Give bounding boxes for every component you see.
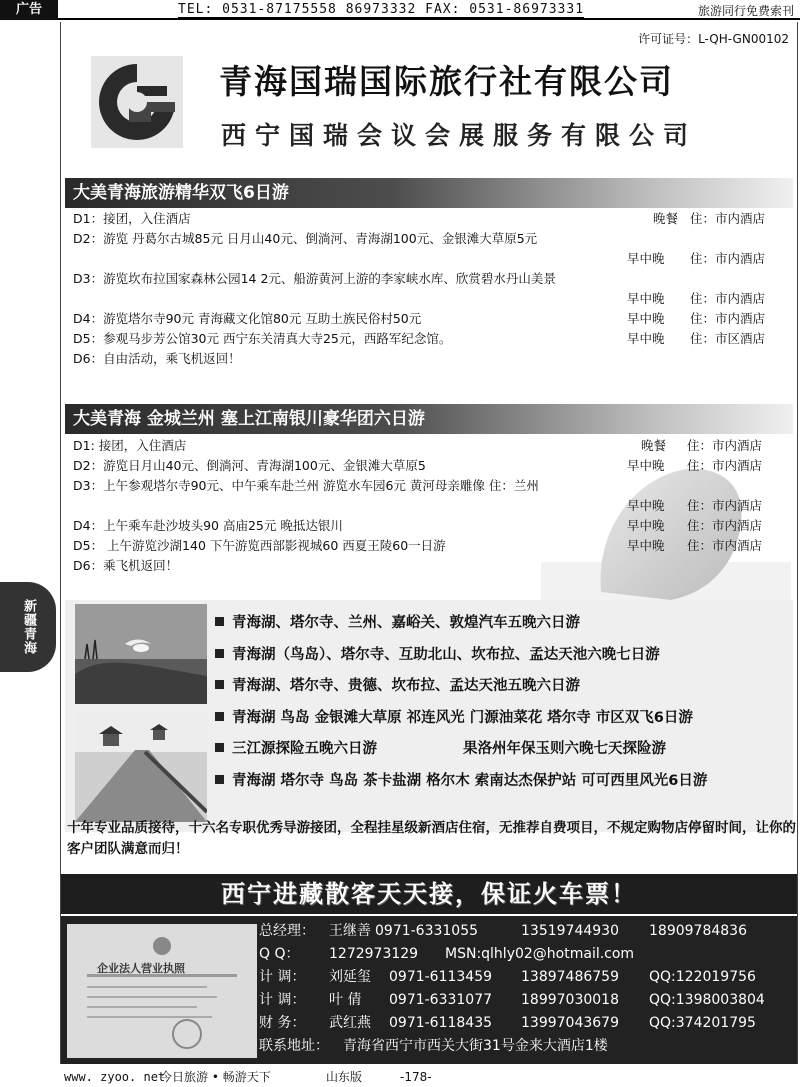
itinerary-row: D4：游览塔尔寺90元 青海藏文化馆80元 互助土族民俗村50元 早中晚 住：市内酒店: [73, 311, 766, 326]
route-item[interactable]: 青海湖、塔尔寺、兰州、嘉峪关、敦煌汽车五晚六日游: [215, 608, 707, 640]
itinerary-row: D3：上午参观塔尔寺90元、中午乘车赴兰州 游览水车园6元 黄河母亲雕像 住：兰州: [73, 478, 539, 493]
itinerary-row: D2：游览 丹葛尔古城85元 日月山40元、倒淌河、青海湖100元、金银滩大草原5元: [73, 231, 538, 246]
great-wall-photo: [75, 712, 207, 822]
route-list: [215, 608, 707, 797]
header-right-note: 旅游同行免费索刊: [697, 4, 794, 18]
itinerary-row: 早中晚 住：市内酒店: [627, 291, 766, 306]
tour1-title-bar: 大美青海旅游精华双飞6日游: [65, 178, 793, 208]
company-name-primary: 青海国瑞国际旅行社有限公司: [219, 62, 674, 101]
ad-frame: [60, 22, 798, 1064]
square-bullet-icon: [215, 743, 224, 752]
ad-tag: 广告: [0, 0, 58, 20]
tour2-title-bar: 大美青海 金城兰州 塞上江南银川豪华团六日游: [65, 404, 793, 434]
route-item[interactable]: 青海湖（鸟岛）、塔尔寺、互助北山、坎布拉、孟达天池六晚七日游: [215, 640, 707, 672]
route-item[interactable]: 青海湖 塔尔寺 鸟岛 茶卡盐湖 格尔木 索南达杰保护站 可可西里风光6日游: [215, 766, 707, 798]
itinerary-row: D6：自由活动，乘飞机返回！: [73, 351, 241, 366]
itinerary-row: D4：上午乘车赴沙坡头90 高庙25元 晚抵达银川 早中晚 住：市内酒店: [73, 518, 763, 533]
service-tagline: 十年专业品质接待，十六名专职优秀导游接团，全程挂星级新酒店住宿，无推荐自费项目，不规定购物店停留时间，让你的客户团队满意而归！: [67, 820, 796, 857]
itinerary-row: D3：游览坎布拉国家森林公园14 2元、船游黄河上游的李家峡水库、欣赏碧水丹山美景: [73, 271, 556, 286]
itinerary-row: D5： 上午游览沙湖140 下午游览西部影视城60 西夏王陵60一日游 早中晚 住：市内酒店: [73, 538, 763, 553]
header-contact: TEL: 0531-87175558 86973332 FAX: 0531-86973331: [178, 2, 585, 17]
route-item[interactable]: 三江源探险五晚六日游 果洛州年保玉则六晚七天探险游: [215, 734, 707, 766]
side-category-tab: 新疆青海: [0, 582, 56, 672]
routes-section: [65, 600, 793, 832]
itinerary-row: 早中晚 住：市内酒店: [627, 251, 766, 266]
itinerary-row: D1：接团，入住酒店 晚餐 住：市内酒店: [73, 211, 766, 226]
itinerary-row: D5：参观马步芳公馆30元 西宁东关清真大寺25元，西路军纪念馆。 早中晚 住：市区酒店: [73, 331, 766, 346]
itinerary-row: D6：乘飞机返回！: [73, 558, 179, 573]
square-bullet-icon: [215, 712, 224, 721]
business-license-image: [67, 924, 257, 1058]
route-item[interactable]: 青海湖 鸟岛 金银滩大草原 祁连风光 门源油菜花 塔尔寺 市区双飞6日游: [215, 703, 707, 735]
page-footer: [60, 1068, 460, 1086]
promo-banner: 西宁进藏散客天天接，保证火车票！: [61, 874, 797, 914]
tour2-itinerary: [65, 436, 793, 576]
tour1-itinerary: [65, 209, 793, 369]
square-bullet-icon: [215, 649, 224, 658]
footer-region: 山东版: [326, 1070, 363, 1084]
contact-block: 企业法人营业执照 总经理： 王继善 0971-6331055 13519744930 18909784836 Q Q： 1272973129 MSN:qlhly02@hotmail.com 计 调： 刘延玺 0971-6113459 13897486759 QQ:122019756 计 调： 叶 倩 0971-6331077 18997030018 QQ:1398003804 财 务： 武红燕 0971-6118435 13997043679 QQ:374201795 联系地址： 青海省西宁市西关大街31号金来大酒店1楼: [61, 916, 797, 1064]
itinerary-row: D1: 接团，入住酒店 晚餐 住：市内酒店: [73, 438, 763, 453]
permit-number: 许可证号：L-QH-GN00102: [638, 32, 789, 46]
footer-website[interactable]: www. zyoo. net: [64, 1070, 166, 1084]
page-number: -178-: [400, 1070, 432, 1084]
company-logo: [91, 56, 183, 148]
footer-slogan: 今日旅游 • 畅游天下: [160, 1070, 271, 1084]
route-item[interactable]: 青海湖、塔尔寺、贵德、坎布拉、孟达天池五晚六日游: [215, 671, 707, 703]
top-header-bar: [0, 0, 800, 20]
company-name-secondary: 西宁国瑞会议会展服务有限公司: [221, 121, 698, 150]
square-bullet-icon: [215, 775, 224, 784]
square-bullet-icon: [215, 680, 224, 689]
bird-island-photo: [75, 604, 207, 704]
itinerary-row: 早中晚 住：市内酒店: [627, 498, 763, 513]
itinerary-row: D2：游览日月山40元、倒淌河、青海湖100元、金银滩大草原5 早中晚 住：市内酒店: [73, 458, 763, 473]
square-bullet-icon: [215, 617, 224, 626]
logo-graphic: [91, 56, 183, 148]
license-title: 企业法人营业执照: [97, 962, 185, 975]
